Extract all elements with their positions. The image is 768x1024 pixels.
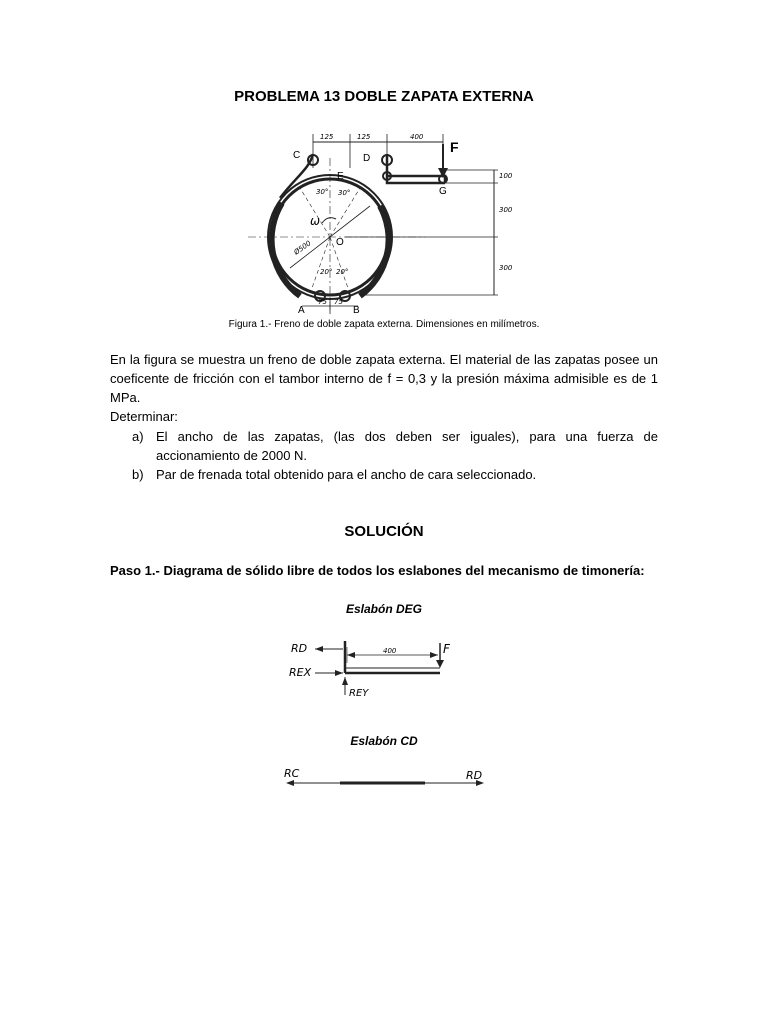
step-1-heading: Paso 1.- Diagrama de sólido libre de todos los eslabones del mecanismo de timonería: [110, 563, 645, 578]
label-B: B [353, 305, 360, 316]
list-item-text: Par de frenada total obtenido para el ancho de cara seleccionado. [156, 467, 537, 482]
cd-rd-label: RD [466, 769, 483, 782]
deg-diagram [285, 633, 485, 703]
dim-400: 400 [410, 133, 424, 141]
deg-rex-label: REX [289, 666, 312, 679]
angle-20-left: 20° [320, 268, 333, 276]
label-O: O [336, 237, 344, 248]
angle-30-left: 30° [316, 188, 329, 196]
label-A: A [298, 305, 305, 316]
dim-75-left: 75 [318, 298, 327, 306]
cd-diagram [280, 765, 490, 805]
list-item [110, 427, 658, 465]
question-list [110, 427, 658, 484]
cd-rc-label: RC [284, 767, 300, 780]
figure-caption: Figura 1.- Freno de doble zapata externa. Dimensiones en milímetros. [228, 319, 540, 330]
dim-300-upper: 300 [499, 206, 513, 214]
page-title: PROBLEMA 13 DOBLE ZAPATA EXTERNA [234, 88, 534, 105]
dim-125-left: 125 [320, 133, 334, 141]
deg-rey-label: REY [349, 688, 369, 699]
label-E: E [337, 171, 344, 182]
label-D: D [363, 153, 371, 164]
dim-300-lower: 300 [499, 264, 513, 272]
problem-statement: En la figura se muestra un freno de doble zapata externa. El material de las zapatas posee un coeficente de fricción con el tambor interno de f = 0,3 y la presión máxima admisible es de 1 MPa. [110, 352, 658, 405]
dim-125-right: 125 [357, 133, 371, 141]
dim-100: 100 [499, 172, 513, 180]
list-item [110, 465, 658, 484]
label-F: F [450, 139, 459, 155]
diameter-label: Ø500 [292, 239, 313, 257]
deg-title: Eslabón DEG [345, 602, 422, 616]
deg-f-label: F [443, 642, 450, 656]
label-C: C [293, 150, 301, 161]
list-item-text: El ancho de las zapatas, (las dos deben ser iguales), para una fuerza de accionamiento de 2000 N. [156, 429, 658, 463]
solution-title: SOLUCIÓN [344, 523, 424, 540]
list-marker: a) [132, 429, 144, 444]
cd-title: Eslabón CD [350, 734, 418, 748]
angle-20-right: 20° [336, 268, 349, 276]
angle-30-right: 30° [338, 189, 351, 197]
deg-rd-label: RD [291, 642, 308, 655]
determinar-label: Determinar: [110, 409, 178, 424]
dim-75-right: 75 [334, 298, 343, 306]
label-G: G [439, 186, 447, 197]
brake-figure [240, 128, 530, 318]
list-marker: b) [132, 467, 144, 482]
omega-label: ω [310, 214, 321, 228]
deg-dim-400: 400 [383, 647, 397, 655]
